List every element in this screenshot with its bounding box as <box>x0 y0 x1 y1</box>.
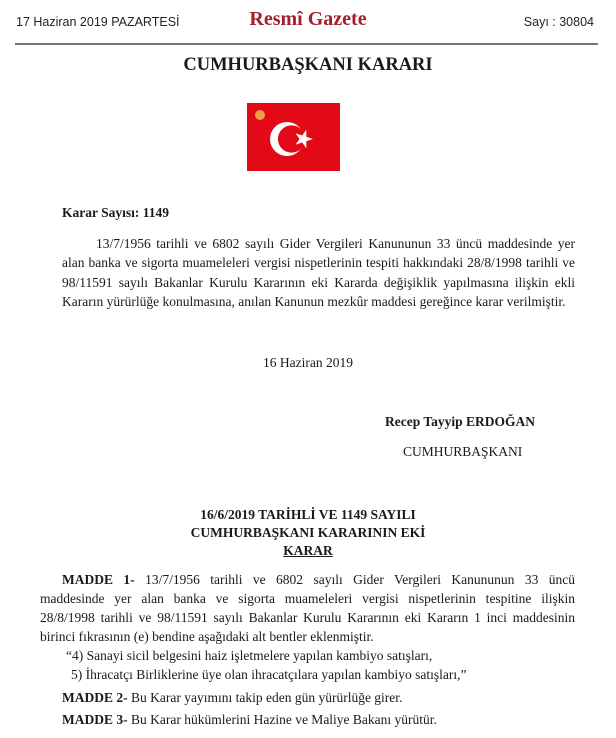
header-date: 17 Haziran 2019 PAZARTESİ <box>16 15 180 29</box>
preamble-line: Kararın yürürlüğe konulmasına, anılan Kanunun mezkûr maddesi gereğince karar verilmiştir. <box>62 294 566 309</box>
article-1-line: maddesinde yer alan banka ve sigorta muameleleri vergisi nispetlerinin tespitine ilişkin <box>40 591 575 606</box>
preamble-line: 98/11591 sayılı Bakanlar Kurulu Kararının eki Kararda değişiklik yapılmasına ilişkin ekli <box>62 275 575 290</box>
annex-heading: KARAR <box>283 543 333 558</box>
header-divider <box>15 43 598 45</box>
article-1-line: 28/8/1998 tarihli ve 98/11591 sayılı Bakanlar Kurulu Kararının eki Kararın 1 inci maddesinin <box>40 610 575 625</box>
article-2 <box>62 690 575 706</box>
turkish-flag-icon <box>247 103 340 171</box>
article-1-text: 13/7/1956 tarihli ve 6802 sayılı Gider Vergileri Kanununun 33 üncü <box>134 572 575 587</box>
decision-date: 16 Haziran 2019 <box>263 355 353 370</box>
annex-title: CUMHURBAŞKANI KARARININ EKİ <box>190 525 426 540</box>
decision-number: Karar Sayısı: 1149 <box>62 205 170 220</box>
gazette-name: Resmî Gazete <box>249 8 367 30</box>
signatory-name: Recep Tayyip ERDOĞAN <box>385 414 536 429</box>
article-3 <box>62 712 575 728</box>
preamble-line: 13/7/1956 tarihli ve 6802 sayılı Gider Vergileri Kanununun 33 üncü maddesinde yer <box>96 236 575 251</box>
issue-number: Sayı : 30804 <box>523 15 594 29</box>
sub-item-5: 5) İhracatçı Birliklerine üye olan ihracatçılara yapılan kambiyo satışları,” <box>71 667 467 682</box>
article-3-text: Bu Karar hükümlerini Hazine ve Maliye Bakanı yürütür. <box>127 712 437 727</box>
sub-item-4: “4) Sanayi sicil belgesini haiz işletmelere yapılan kambiyo satışları, <box>66 648 433 663</box>
article-1-line <box>62 572 575 588</box>
article-3-label: MADDE 3- <box>62 712 128 727</box>
document-title: CUMHURBAŞKANI KARARI <box>183 55 433 75</box>
article-2-label: MADDE 2- <box>62 690 128 705</box>
article-1-label: MADDE 1- <box>62 572 135 587</box>
annex-title: 16/6/2019 TARİHLİ VE 1149 SAYILI <box>200 507 416 522</box>
article-2-text: Bu Karar yayımını takip eden gün yürürlüğe girer. <box>127 690 403 705</box>
signatory-title: CUMHURBAŞKANI <box>403 444 523 459</box>
preamble-line: alan banka ve sigorta muameleleri vergisi nispetlerinin tespiti hakkındaki 28/8/1998 tarihli ve <box>62 255 575 270</box>
article-1-line: birinci fıkrasının (e) bendine aşağıdaki alt bentler eklenmiştir. <box>40 629 374 644</box>
